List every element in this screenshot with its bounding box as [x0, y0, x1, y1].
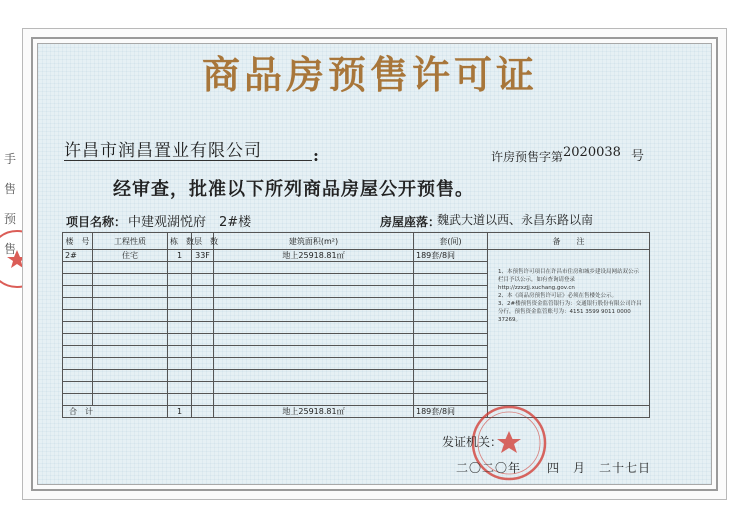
issue-date: 二〇二〇年 四 月 二十七日 — [456, 461, 652, 475]
units-table — [62, 232, 650, 418]
cell-floors: 33F — [192, 250, 214, 262]
total-label: 合 计 — [63, 406, 168, 418]
header-floors: 层 数 — [192, 233, 214, 250]
project-name: 中建观湖悦府 2#楼 — [128, 215, 252, 230]
remark-line: 3、2#楼预售资金监管银行为：交通银行股份有限公司许昌分行，预售资金监管账号为：4151 3599 9011 0000 37269。 — [498, 301, 642, 323]
total-units: 189套/8间 — [414, 406, 488, 418]
cell-area: 地上25918.81㎡ — [214, 250, 414, 262]
page-left-edge: 手 售 预 售 — [4, 152, 17, 256]
header-units: 套(间) — [414, 233, 488, 250]
remark-line: 1、本预售许可项目在许昌市住房和城乡建设局网站双公示栏目予以公示，如有查询请登录http://zzxzjj.xuchang.gov.cn — [498, 269, 640, 291]
cell-type: 住宅 — [93, 250, 168, 262]
approval-statement: 经审查，批准以下所列商品房屋公开预售。 — [113, 179, 474, 200]
location-label: 房屋座落： — [380, 215, 441, 229]
table-header-row — [63, 233, 650, 250]
total-floors — [192, 406, 214, 418]
total-area: 地上25918.81㎡ — [214, 406, 414, 418]
location-value: 魏武大道以西、永昌东路以南 — [437, 213, 594, 227]
remark-line: 2、本《商品房预售许可证》必须在售楼处公示。 — [498, 293, 618, 299]
table-total-row — [63, 406, 650, 418]
cell-units: 189套/8间 — [414, 250, 488, 262]
company-name: 许昌市润昌置业有限公司 — [64, 141, 262, 161]
header-remarks: 备 注 — [488, 233, 650, 250]
permit-label: 许房预售字第 — [491, 150, 564, 164]
cell-building-no: 2# — [63, 250, 93, 262]
table-row — [63, 250, 650, 262]
company-colon: : — [313, 146, 319, 165]
certificate-title: 商品房预售许可证 — [201, 52, 538, 97]
header-building-no: 楼 号 — [63, 233, 93, 250]
project-label: 项目名称： — [66, 215, 127, 229]
header-type: 工程性质 — [93, 233, 168, 250]
header-area: 建筑面积(m²) — [214, 233, 414, 250]
header-count: 栋 数 — [168, 233, 192, 250]
permit-suffix: 号 — [631, 149, 645, 164]
cell-count: 1 — [168, 250, 192, 262]
issuing-authority-label: 发证机关： — [442, 435, 503, 449]
remarks-cell — [488, 250, 650, 406]
permit-number: 2020038 — [563, 145, 621, 160]
company-underline — [64, 160, 312, 161]
total-count: 1 — [168, 406, 192, 418]
